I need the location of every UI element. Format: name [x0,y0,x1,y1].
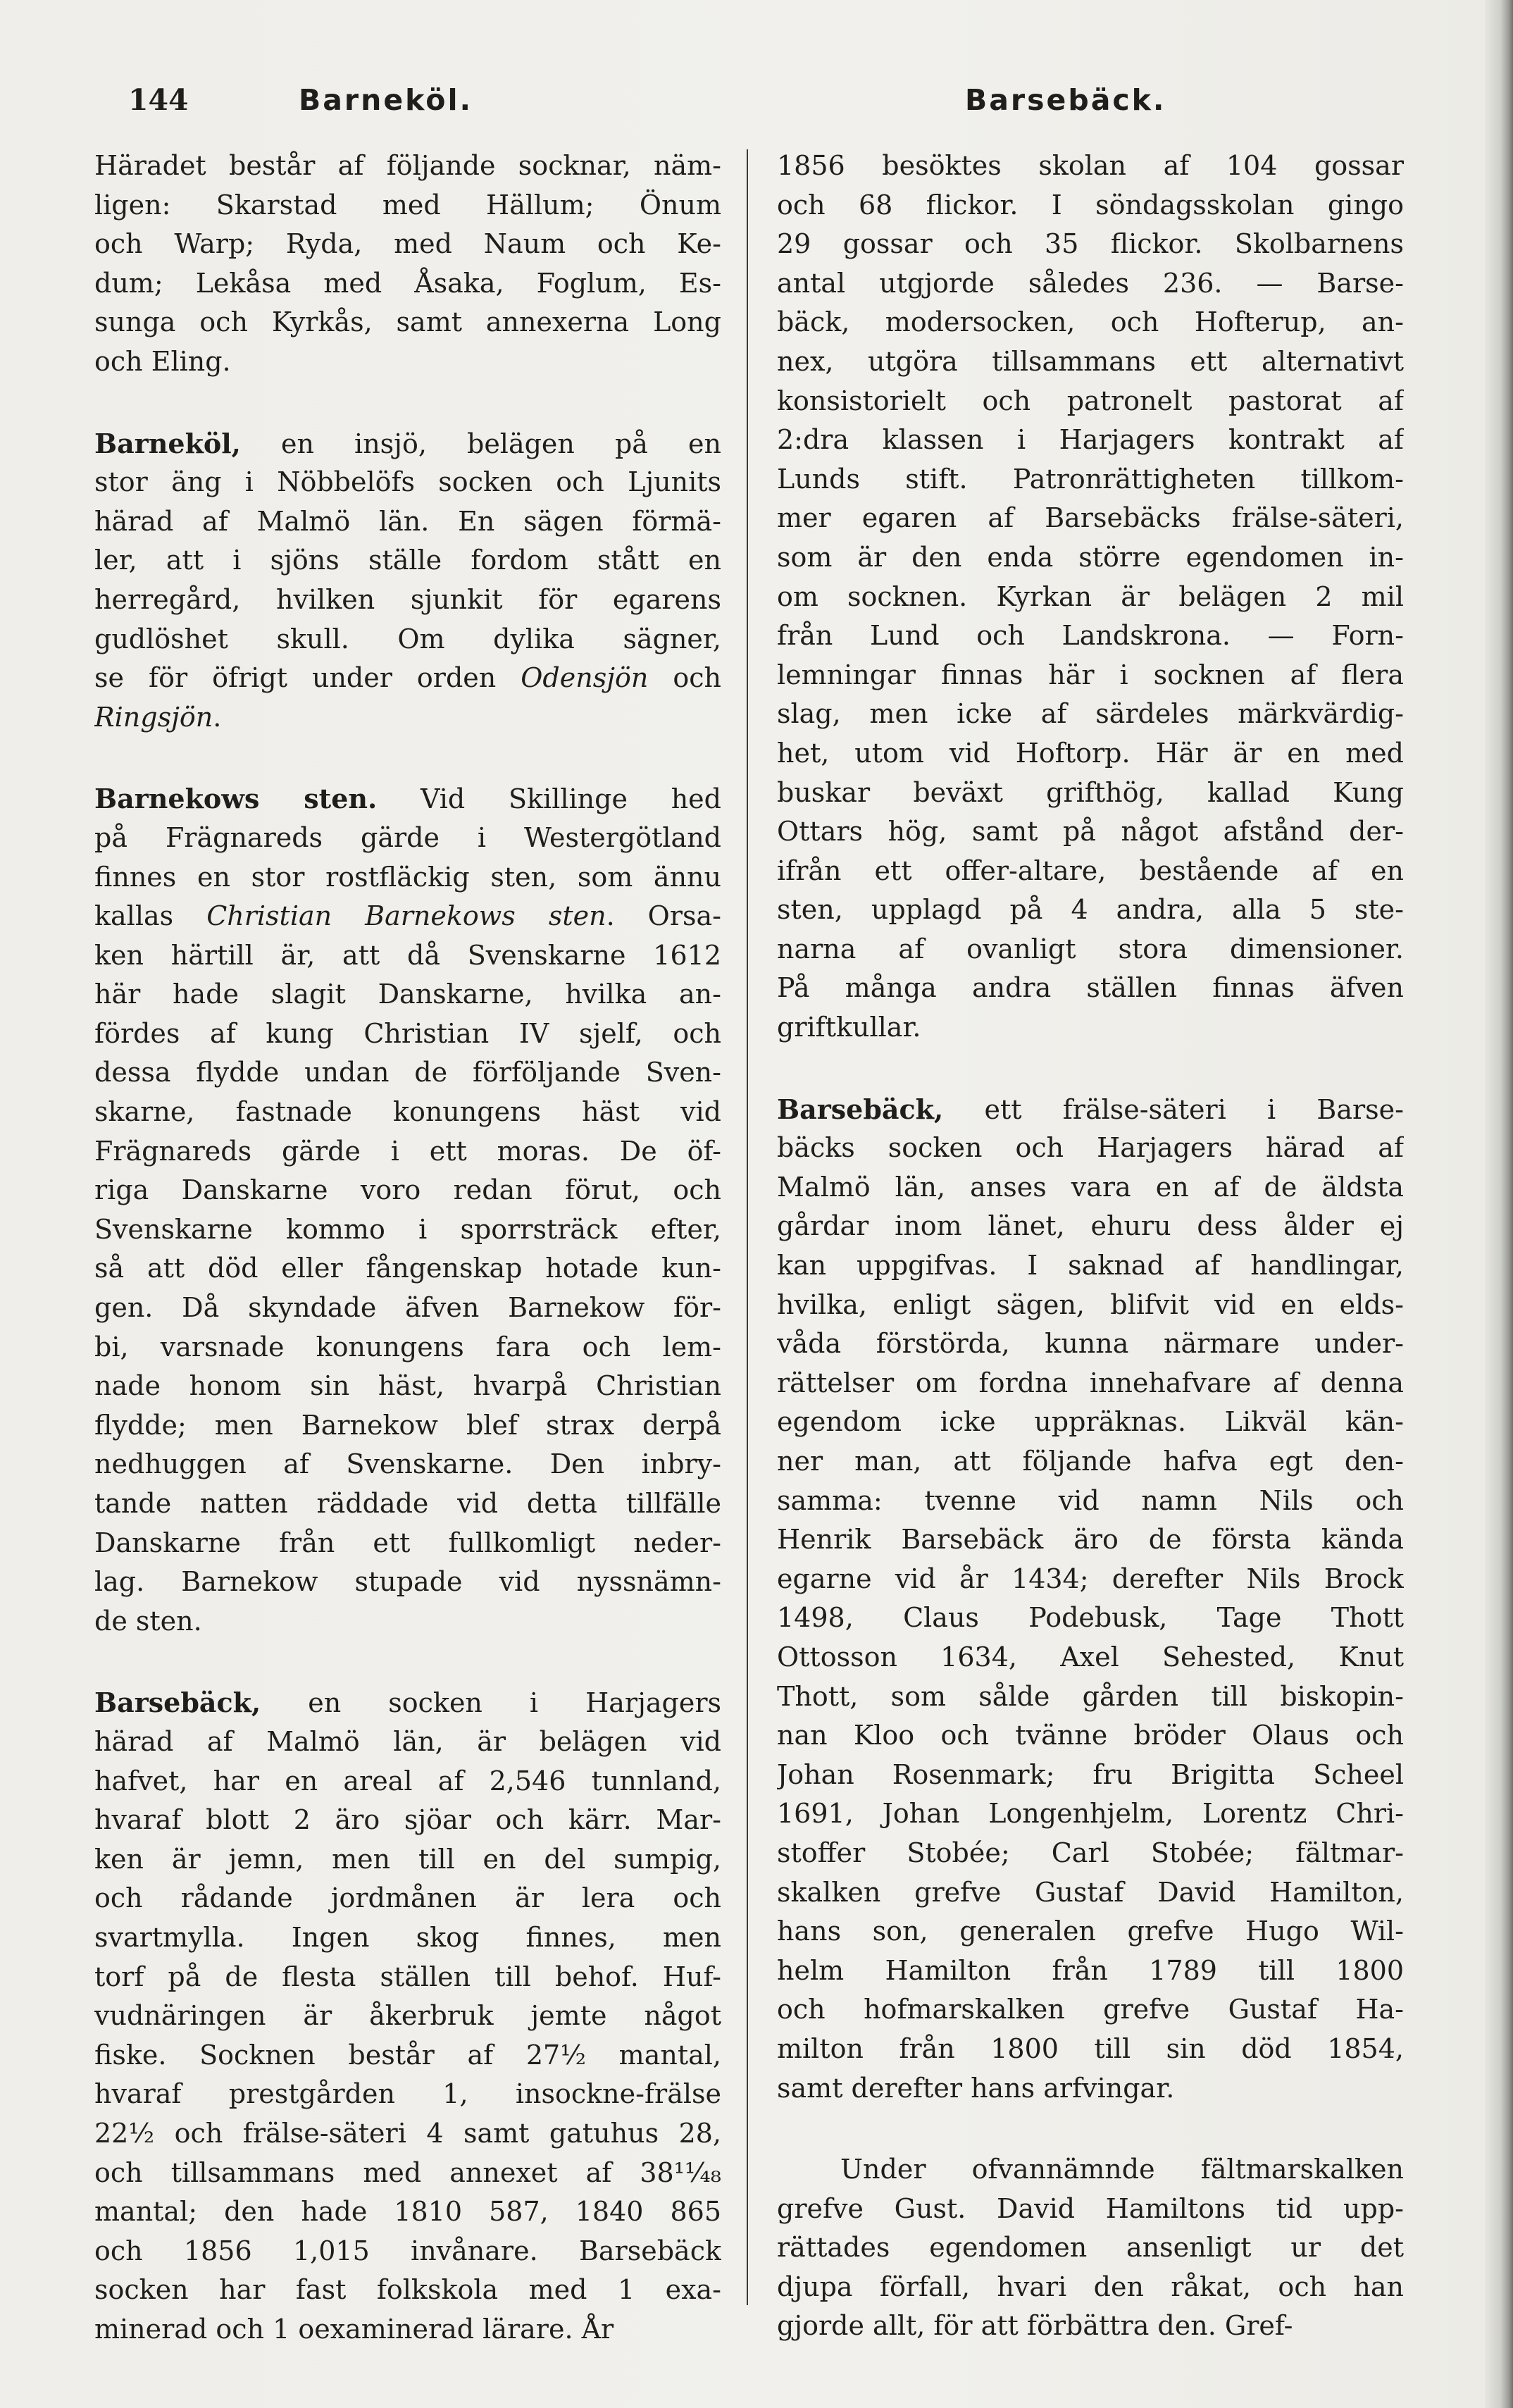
line-text: 1691, Johan Longenhjelm, Lorentz Chri- [777,1798,1404,1830]
line-text: stoffer Stobée; Carl Stobée; fältmar- [777,1837,1404,1868]
text-line [777,656,1404,695]
text-line [94,1053,721,1093]
line-text: skalken grefve Gustaf David Hamilton, [777,1876,1404,1908]
text-line [777,538,1404,578]
text-line [777,1008,1404,1048]
text-line [94,342,721,382]
text-line [777,890,1404,930]
line-text: sten, upplagd på 4 andra, alla 5 ste- [777,894,1404,926]
line-text: Danskarne från ett fullkomligt neder- [94,1527,721,1558]
text-line [777,342,1404,382]
text-line [777,1716,1404,1756]
headword: Barsebäck, [94,1687,261,1719]
line-text: härad af Malmö län. En sägen förmä- [94,505,721,537]
line-text: kallas Christian Barnekows sten. Orsa- [94,900,721,932]
line-text: våda förstörda, kunna närmare under- [777,1328,1404,1360]
text-line [94,303,721,342]
line-text: milton från 1800 till sin död 1854, [777,2032,1404,2064]
text-line [94,147,721,186]
article-barnekows-sten [94,779,721,1641]
text-line [94,897,721,936]
line-text: rättelser om fordna innehafvare af denna [777,1367,1404,1398]
line-text: nade honom sin häst, hvarpå Christian [94,1370,721,1402]
line-text: egarne vid år 1434; derefter Nils Brock [777,1563,1404,1594]
text-line [94,936,721,976]
line-text: hans son, generalen grefve Hugo Wil- [777,1916,1404,1947]
line-text: 22½ och frälse-säteri 4 samt gatuhus 28, [94,2117,721,2149]
text-line [94,1328,721,1367]
text-line [94,1958,721,1997]
italic-term: Odensjön [521,662,649,694]
text-line [777,1324,1404,1364]
line-text: flydde; men Barnekow blef strax derpå [94,1409,721,1441]
line-text: hvaraf prestgården 1, insockne-frälse [94,2078,721,2110]
text-line [94,1367,721,1406]
text-line [777,774,1404,813]
line-text: Thott, som sålde gården till biskopin- [777,1680,1404,1712]
line-text: och rådande jordmånen är lera och [94,1882,721,1914]
line-text: en socken i Harjagers [308,1687,721,1719]
article-barseback-para2 [777,2150,1404,2345]
text-line [777,2150,1404,2190]
line-text: ner man, att följande hafva egt den- [777,1446,1404,1477]
line-text: skarne, fastnade konungens häst vid [94,1096,721,1128]
text-line [94,1524,721,1563]
line-text: bi, varsnade konungens fara och lem- [94,1331,721,1363]
line-text: ett frälse-säteri i Barse- [984,1093,1404,1125]
line-text: Häradet består af följande socknar, näm- [94,150,721,181]
line-text: hafvet, har en areal af 2,546 tunnland, [94,1765,721,1796]
text-line [777,147,1404,186]
running-head-left: Barneköl. [299,83,473,117]
line-text: Under ofvannämnde fältmarskalken [840,2154,1404,2185]
line-text: mantal; den hade 1810 587, 1840 865 [94,2196,721,2228]
text-line [777,2228,1404,2268]
line-text: en insjö, belägen på en [281,428,721,459]
text-line [777,382,1404,421]
text-line [94,975,721,1014]
text-line [777,1599,1404,1638]
line-text: konsistorielt och patronelt pastorat af [777,385,1404,416]
text-line [777,1638,1404,1677]
line-text: torf på de flesta ställen till behof. Huf- [94,1961,721,1992]
text-line [777,1677,1404,1717]
headword: Barsebäck, [777,1093,944,1125]
line-text: slag, men icke af särdeles märkvärdig- [777,698,1404,730]
line-text: ligen: Skarstad med Hällum; Önum [94,189,721,221]
text-line [777,1990,1404,2030]
text-line [94,2310,721,2345]
line-text: Ringsjön. [94,701,222,733]
text-line [94,698,721,738]
line-text: Henrik Barsebäck äro de första kända [777,1524,1404,1556]
line-text: om socknen. Kyrkan är belägen 2 mil [777,581,1404,612]
text-line [94,1723,721,1762]
line-text: tande natten räddade vid detta tillfälle [94,1488,721,1519]
line-text: griftkullar. [777,1012,921,1043]
text-line [94,1406,721,1446]
text-line [94,581,721,620]
line-text: socken har fast folkskola med 1 exa- [94,2274,721,2306]
text-line [94,1840,721,1880]
text-line [94,264,721,304]
article-barseback-sateri [777,1090,1404,2108]
line-text: djupa förfall, hvari den råkat, och han [777,2271,1404,2302]
line-text: ifrån ett offer-altare, bestående af en [777,855,1404,886]
line-text: så att död eller fångenskap hotade kun- [94,1253,721,1284]
text-line [777,1951,1404,1991]
text-line [777,303,1404,342]
text-line [94,2114,721,2154]
line-text: de sten. [94,1605,202,1637]
line-text: hvaraf blott 2 äro sjöar och kärr. Mar- [94,1804,721,1836]
text-line [777,812,1404,852]
text-line [777,969,1404,1008]
text-line [777,930,1404,969]
text-line [777,1873,1404,1913]
text-line [94,1132,721,1172]
line-text: samma: tvenne vid namn Nils och [777,1484,1404,1516]
line-text: och Warp; Ryda, med Naum och Ke- [94,228,721,260]
text-line [94,2154,721,2193]
line-text: buskar beväxt grifthög, kallad Kung [777,776,1404,808]
line-text: Lunds stift. Patronrättigheten tillkom- [777,463,1404,495]
text-line [94,1683,721,1723]
line-text: Malmö län, anses vara en af de äldsta [777,1171,1404,1203]
article-gap [94,382,721,424]
line-text: och 1856 1,015 invånare. Barsebäck [94,2235,721,2266]
line-text: och tillsammans med annexet af 38¹¹⁄₄₈ [94,2156,721,2188]
text-line [94,1997,721,2036]
line-text: nex, utgöra tillsammans ett alternativt [777,345,1404,377]
article-gap [777,1048,1404,1090]
line-text: mer egaren af Barsebäcks frälse-säteri, [777,502,1404,534]
line-text: 29 gossar och 35 flickor. Skolbarnens [777,228,1404,260]
line-text: hvilka, enligt sägen, blifvit vid en elds- [777,1289,1404,1320]
line-text: nedhuggen af Svenskarne. Den inbry- [94,1448,721,1480]
line-text: dessa flydde undan de förföljande Sven- [94,1057,721,1088]
line-text: 1856 besöktes skolan af 104 gossar [777,150,1404,181]
text-line [94,463,721,502]
text-line [777,852,1404,891]
line-text: grefve Gust. David Hamiltons tid upp- [777,2192,1404,2224]
article-barseback-cont [777,147,1404,1048]
text-line [777,1442,1404,1482]
line-text: narna af ovanligt stora dimensioner. [777,933,1404,964]
line-text: 1498, Claus Podebusk, Tage Thott [777,1602,1404,1634]
line-text: riga Danskarne voro redan förut, och [94,1174,721,1206]
line-text: och hofmarskalken grefve Gustaf Ha- [777,1994,1404,2025]
page-edge-shadow [1485,0,1513,2408]
line-text: från Lund och Landskrona. — Forn- [777,620,1404,652]
text-line [94,2232,721,2271]
text-line [777,1912,1404,1951]
text-line [777,2268,1404,2307]
text-line [777,1364,1404,1403]
text-line [94,1171,721,1210]
text-line [94,819,721,858]
text-line [94,502,721,542]
article-gap [94,737,721,779]
line-text: antal utgjorde således 236. — Barse- [777,267,1404,299]
line-text: herregård, hvilken sjunkit för egarens [94,583,721,615]
text-line [94,2271,721,2310]
text-line [94,1563,721,1602]
text-line [777,1207,1404,1246]
text-line [777,1246,1404,1286]
article-barnekol [94,424,721,738]
text-line [94,1093,721,1132]
line-text: het, utom vid Hoftorp. Här är en med [777,737,1404,769]
text-line [777,1794,1404,1834]
text-line [777,2307,1404,2345]
line-text: egendom icke uppräknas. Likväl kän- [777,1406,1404,1438]
line-text: vudnäringen är åkerbruk jemte något [94,2000,721,2032]
text-line [777,1403,1404,1442]
text-line [94,1801,721,1840]
line-text: och 68 flickor. I söndagsskolan gingo [777,189,1404,221]
line-text: Svenskarne kommo i sporrsträck efter, [94,1213,721,1245]
text-line [777,734,1404,774]
line-text: ken härtill är, att då Svenskarne 1612 [94,939,721,971]
text-line [777,1756,1404,1795]
line-text: Ottars hög, samt på något afstånd der- [777,816,1404,848]
line-text: minerad och 1 oexaminerad lärare. År [94,2313,614,2345]
text-line [777,1560,1404,1599]
text-line [94,2036,721,2075]
line-text: lag. Barnekow stupade vid nyssnämn- [94,1566,721,1598]
line-text: gen. Då skyndade äfven Barnekow för- [94,1292,721,1324]
text-line [777,421,1404,460]
text-line [777,695,1404,734]
line-text: bäck, modersocken, och Hofterup, an- [777,306,1404,338]
line-text: dum; Lekåsa med Åsaka, Foglum, Es- [94,267,721,299]
line-text: här hade slagit Danskarne, hvilka an- [94,979,721,1010]
line-text: stor äng i Nöbbelöfs socken och Ljunits [94,466,721,498]
line-text: Frägnareds gärde i ett moras. De öf- [94,1135,721,1167]
text-line [94,1879,721,1918]
text-line [94,1445,721,1484]
line-text: rättades egendomen ansenligt ur det [777,2232,1404,2264]
line-text: kan uppgifvas. I saknad af handlingar, [777,1250,1404,1281]
text-line [777,1129,1404,1168]
text-line [777,1482,1404,1521]
text-line [777,2190,1404,2229]
headword: Barneköl, [94,427,241,459]
text-line [94,1014,721,1054]
text-line [94,2192,721,2232]
column-divider [747,149,748,2305]
line-text: ler, att i sjöns ställe fordom stått en [94,545,721,576]
line-text: gårdar inom länet, ehuru dess ålder ej [777,1210,1404,1242]
headword: Barnekows sten. [94,783,378,815]
line-text: härad af Malmö län, är belägen vid [94,1725,721,1757]
line-text: ken är jemn, men till en del sumpig, [94,1843,721,1875]
line-text: helm Hamilton från 1789 till 1800 [777,1954,1404,1986]
text-line [94,1289,721,1328]
line-text: bäcks socken och Harjagers härad af [777,1132,1404,1164]
line-text: sunga och Kyrkås, samt annexerna Long [94,306,721,338]
text-line [94,186,721,225]
line-text: fiske. Socknen består af 27½ mantal, [94,2039,721,2071]
italic-term: Christian Barnekows sten [206,900,606,932]
text-line [777,2030,1404,2069]
text-line [94,1918,721,1958]
line-text: Johan Rosenmark; fru Brigitta Scheel [777,1758,1404,1790]
line-text: gjorde allt, för att förbättra den. Gref- [777,2310,1293,2342]
article-gap [777,2108,1404,2150]
text-line [777,578,1404,617]
left-column [94,147,721,2345]
text-line [777,264,1404,304]
text-line [94,1762,721,1801]
right-column [777,147,1404,2345]
text-line [777,1834,1404,1873]
text-line [94,2075,721,2114]
line-text: finnes en stor rostfläckig sten, som ännu [94,861,721,893]
text-line [777,2069,1404,2109]
line-text: samt derefter hans arfvingar. [777,2072,1175,2104]
text-line [777,1168,1404,1208]
text-line [777,460,1404,499]
text-line [94,779,721,819]
text-line [777,1286,1404,1325]
text-line [777,1090,1404,1129]
text-line [777,616,1404,656]
line-text: fördes af kung Christian IV sjelf, och [94,1017,721,1049]
text-line [94,1602,721,1641]
line-text: se för öfrigt under orden Odensjön och [94,662,721,694]
running-head-right: Barsebäck. [965,83,1166,117]
line-text: svartmylla. Ingen skog finnes, men [94,1921,721,1953]
line-text: Ottosson 1634, Axel Sehested, Knut [777,1641,1404,1672]
italic-term: Ringsjön [94,701,213,733]
text-line [94,858,721,898]
line-text: nan Kloo och tvänne bröder Olaus och [777,1720,1404,1751]
line-text: Vid Skillinge hed [420,783,721,815]
text-line [94,1249,721,1289]
line-text: lemningar finnas här i socknen af flera [777,659,1404,690]
line-text: gudlöshet skull. Om dylika sägner, [94,623,721,654]
line-text: och Eling. [94,345,231,377]
text-line [777,225,1404,264]
line-text: som är den enda större egendomen in- [777,541,1404,573]
line-text: På många andra ställen finnas äfven [777,972,1404,1004]
text-line [94,1484,721,1524]
text-line [94,541,721,581]
text-line [94,424,721,464]
text-line [94,659,721,698]
article-barseback-socken [94,1683,721,2345]
article-gap [94,1641,721,1683]
text-line [777,186,1404,225]
text-line [94,620,721,659]
text-line [94,1210,721,1250]
article-cont [94,147,721,382]
line-text: 2:dra klassen i Harjagers kontrakt af [777,424,1404,456]
text-line [777,1520,1404,1560]
text-line [777,499,1404,538]
page-number: 144 [128,83,189,117]
line-text: på Frägnareds gärde i Westergötland [94,821,721,853]
text-line [94,225,721,264]
